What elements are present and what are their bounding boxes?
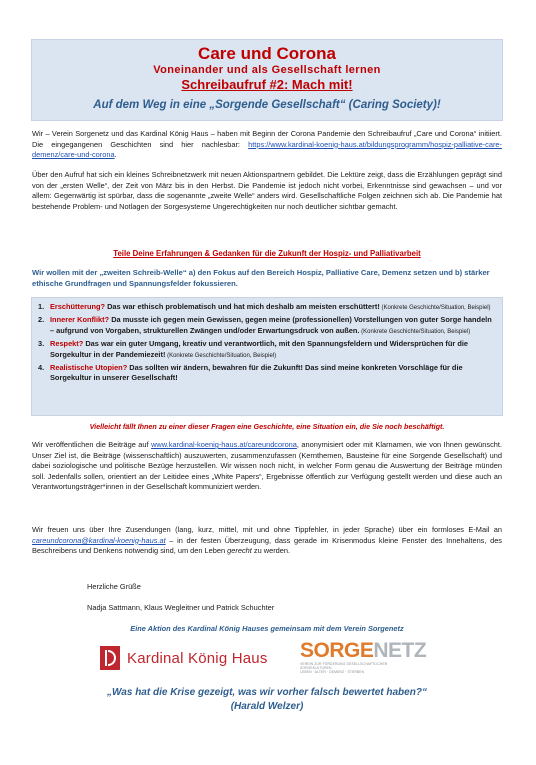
publish-paragraph <box>32 440 502 493</box>
question-item <box>38 302 496 313</box>
questions-box <box>31 297 503 416</box>
sorgenetz-wordmark: SORGENETZ <box>300 639 427 662</box>
page-title: Care und Corona <box>198 44 336 63</box>
call-heading: Schreibaufruf #2: Mach mit! <box>181 77 353 92</box>
closing-text-a: Wir freuen uns über Ihre Zusendungen (lang, kurz, mittel, mit und ohne Tippfehler, in jeder Sprache) über ein formloses E-Mail an <box>32 525 502 534</box>
publish-text-a: Wir veröffentlichen die Beiträge auf <box>32 440 152 449</box>
question-keyword: Respekt? <box>50 339 84 349</box>
greeting: Herzliche Grüße <box>87 582 141 591</box>
closing-italic: gerecht <box>227 546 252 556</box>
sorgenetz-tagline: VEREIN ZUR FÖRDERUNG GESELLSCHAFTLICHER SORGEKULTUREN <box>300 662 388 670</box>
kardinal-koenig-haus-logo <box>100 644 268 672</box>
share-heading: Teile Deine Erfahrungen & Gedanken für die Zukunft der Hospiz- und Palliativarbeit <box>113 249 421 258</box>
motto: Auf dem Weg in eine „Sorgende Gesellschaft“ (Caring Society)! <box>93 99 441 111</box>
question-item <box>38 315 496 337</box>
quote-author: (Harald Welzer) <box>230 701 304 712</box>
closing-text-c: zu werden. <box>251 546 291 556</box>
question-note: (Konkrete Geschichte/Situation, Beispiel) <box>359 328 471 335</box>
question-keyword: Realistische Utopien? <box>50 363 128 373</box>
question-number: 1. <box>38 302 45 311</box>
question-text: Das war ein guter Umgang, kreativ und verantwortlich, mit den Spannungsfeldern und Widersprüchen für die Sorgekultur in der Pandemiezeit! <box>50 339 468 359</box>
question-text: Das sollten wir ändern, bewahren für die Zukunft! Das sind meine konkreten Vorschläge für die Sorgekultur in unserer Gesellschaft! <box>50 363 463 383</box>
signatories: Nadja Sattmann, Klaus Wegleitner und Patrick Schuchter <box>87 603 275 612</box>
hint-text: Vielleicht fällt Ihnen zu einer dieser Fragen eine Geschichte, eine Situation ein, die Sie noch beschäftigt. <box>89 422 445 431</box>
page-subtitle: Voneinander und als Gesellschaft lernen <box>153 64 381 76</box>
intro-text: Wir – Verein Sorgenetz und das Kardinal König Haus – haben mit Beginn der Corona Pandemie den Schreibaufruf „Care und Corona“ initiiert. Die eingegangenen Geschichten sind hier nachlesbar: <box>32 129 502 149</box>
kkh-mark-icon <box>100 646 120 670</box>
kkh-logo-text: Kardinal König Haus <box>127 649 268 667</box>
intro-paragraph-1 <box>32 129 502 161</box>
closing-quote <box>32 686 502 714</box>
intro-end: . <box>114 150 117 160</box>
question-note: (Konkrete Geschichte/Situation, Beispiel) <box>165 352 277 359</box>
publish-link[interactable]: www.kardinal-koenig-haus.at/careundcorona <box>151 440 297 449</box>
question-number: 2. <box>38 315 45 325</box>
header-box <box>31 39 503 121</box>
question-text: Da musste ich gegen mein Gewissen, gegen meine (professionellen) Vorstellungen von guter Sorge handeln – aufgrund von Vorgaben, strukturellen Zwängen und/oder Erwartungsdruck von außen. <box>50 315 492 335</box>
sorgenetz-tagline-2: LEBEN · ALTER · DEMENZ · STERBEN <box>300 670 365 674</box>
question-number: 3. <box>38 339 45 349</box>
intro-paragraph-2: Über den Aufruf hat sich ein kleines Schreibnetzwerk mit neuen Aktionspartnern gebildet. Die Lektüre zeigt, dass die Erzählungen geprägt sind von der „ersten Welle“, der Zeit von März bis in den Herbst. Die Pandemie ist jedoch nicht vorbei, Erkenntnisse sind gewachsen – und vor allem: Gegenwärtig ist spürbar, dass die sogenannte „zweite Welle“ anders wird. Gesellschaftliche Folgen zeichnen sich ab. Die Pandemie hat bestehende Problem- und Notlagen der Sorgesysteme Ungerechtigkeiten nur noch deutlicher sichtbar gemacht. <box>32 170 502 211</box>
action-line: Eine Aktion des Kardinal König Hauses gemeinsam mit dem Verein Sorgenetz <box>130 624 404 633</box>
question-keyword: Erschütterung? <box>50 302 106 311</box>
publish-text-b: , anonymisiert oder mit Klarnamen, wie von Ihnen gewünscht. Unser Ziel ist, die Beiträge (wissenschaftlich) auszuwerten, zusammenzufassen (Kernthemen, Bausteine für eine Sorgende Gesellschaft) und dabei soziologische und politische Bezüge herzustellen. Wir wissen noch nicht, in welcher Form genau die Auswertung der Beiträge münden soll. Jedenfalls sollen, orientiert an der Leitidee eines „White Papers“, Ergebnisse öffentlich zur Verfügung gestellt werden und diese auch an Verantwortungsträger*innen in der Gesellschaft kommuniziert werden. <box>32 440 502 492</box>
question-item <box>38 339 496 361</box>
question-note: (Konkrete Geschichte/Situation, Beispiel) <box>379 305 491 311</box>
email-link[interactable]: careundcorona@kardinal-koenig-haus.at <box>32 535 166 545</box>
question-number: 4. <box>38 363 45 373</box>
stories-link[interactable]: https://www.kardinal-koenig-haus.at/bildungsprogramm/hospiz-palliative-care-demenz/care-und-corona <box>32 139 502 160</box>
closing-paragraph <box>32 525 502 557</box>
quote-text: „Was hat die Krise gezeigt, was wir vorher falsch bewertet haben?“ <box>107 687 427 698</box>
question-text: Das war ethisch problematisch und hat mich deshalb am meisten erschüttert! <box>105 302 380 311</box>
question-item <box>38 363 496 385</box>
closing-text-b: – in der festen Überzeugung, dass gerade im Krisenmodus kleine Fenster des Innehaltens, des Beschreibens und Denkens notwendig sind, um den Leben <box>32 535 502 556</box>
sorgenetz-logo <box>300 639 427 674</box>
focus-text: Wir wollen mit der „zweiten Schreib-Welle“ a) den Fokus auf den Bereich Hospiz, Palliative Care, Demenz setzen und b) stärker ethische Grundfragen und Spannungsfelder fokussieren. <box>32 268 490 288</box>
question-keyword: Innerer Konflikt? <box>50 315 110 325</box>
